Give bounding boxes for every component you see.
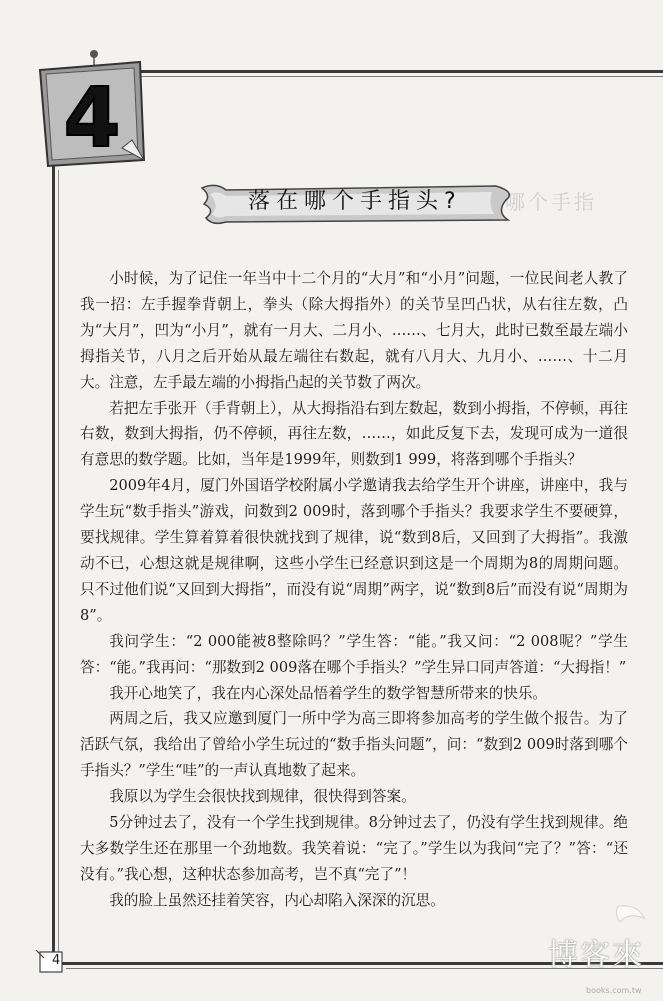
faint-background-text: 哪个手指 xyxy=(505,190,597,214)
watermark-url: books.com.tw xyxy=(586,986,642,995)
paragraph: 我的脸上虽然还挂着笑容，内心却陷入深深的沉思。 xyxy=(109,891,445,909)
pin-icon xyxy=(90,50,98,58)
watermark-text: 博客來 xyxy=(548,938,644,973)
frame-top-inner-line xyxy=(60,76,663,77)
frame-left-line xyxy=(52,70,55,970)
paragraph: 我开心地笑了，我在内心深处品悟着学生的数学智慧所带来的快乐。 xyxy=(109,684,548,702)
chapter-badge xyxy=(32,48,150,172)
page-number: 4 xyxy=(52,953,61,968)
page-title: 落在哪个手指头? xyxy=(248,189,462,214)
chapter-number: 4 xyxy=(63,71,121,166)
paragraph: 5分钟过去了，没有一个学生找到规律。8分钟过去了，仍没有学生找到规律。绝大多数学生还在那里一个劲地数。我笑着说：“完了。”学生以为我问“完了？”答：“还没有。”我心想，这种状态参加高考，岂不真“完了”！ xyxy=(80,814,628,883)
frame-left-inner-line xyxy=(58,170,59,960)
paragraph: 我原以为学生会很快找到规律，很快得到答案。 xyxy=(109,788,416,806)
body-text xyxy=(80,266,628,914)
paragraph: 两周之后，我又应邀到厦门一所中学为高三即将参加高考的学生做个报告。为了活跃气氛，我给出了曾给小学生玩过的“数手指头问题”，问：“数到2 009时落到哪个手指头？”学生“哇”的一声认真地数了起来。 xyxy=(80,710,628,780)
paragraph: 我问学生：“2 000能被8整除吗？”学生答：“能。”我又问：“2 008呢？”学生答：“能。”我再问：“那数到2 009落在哪个手指头？”学生异口同声答道：“大拇指！” xyxy=(80,632,628,676)
page-number-tag xyxy=(34,950,68,974)
paragraph: 2009年4月，厦门外国语学校附属小学邀请我去给学生开个讲座，讲座中，我与学生玩“数手指头”游戏，问数到2 009时，落到哪个手指头？我要求学生不要硬算，要找规律。学生算着算着很快就找到了规律，说“数到8后，又回到了大拇指”。我激动不已，心想这就是规律啊，这些小学生已经意识到这是一个周期为8的周期问题。只不过他们说“又回到大拇指”，而没有说“周期”两字，说“数到8后”而没有说“周期为8”。 xyxy=(80,477,628,624)
paragraph: 若把左手张开（手背朝上），从大拇指沿右到左数起，数到小拇指，不停顿，再往右数，数到大拇指，仍不停顿，再往左数，……，如此反复下去，发现可成为一道很有意思的数学题。比如，当年是1999年，则数到1 999，将落到哪个手指头？ xyxy=(80,399,628,469)
paragraph: 小时候，为了记住一年当中十二个月的“大月”和“小月”问题，一位民间老人教了我一招：左手握拳背朝上，拳头（除大拇指外）的关节呈凹凸状，从右往左数，凸为“大月”，凹为“小月”，就有一月大、二月小、……、七月大，此时已数至最左端小拇指关节，八月之后开始从最左端往右数起，就有八月大、九月小、……、十二月大。注意，左手最左端的小拇指凸起的关节数了两次。 xyxy=(80,270,628,391)
